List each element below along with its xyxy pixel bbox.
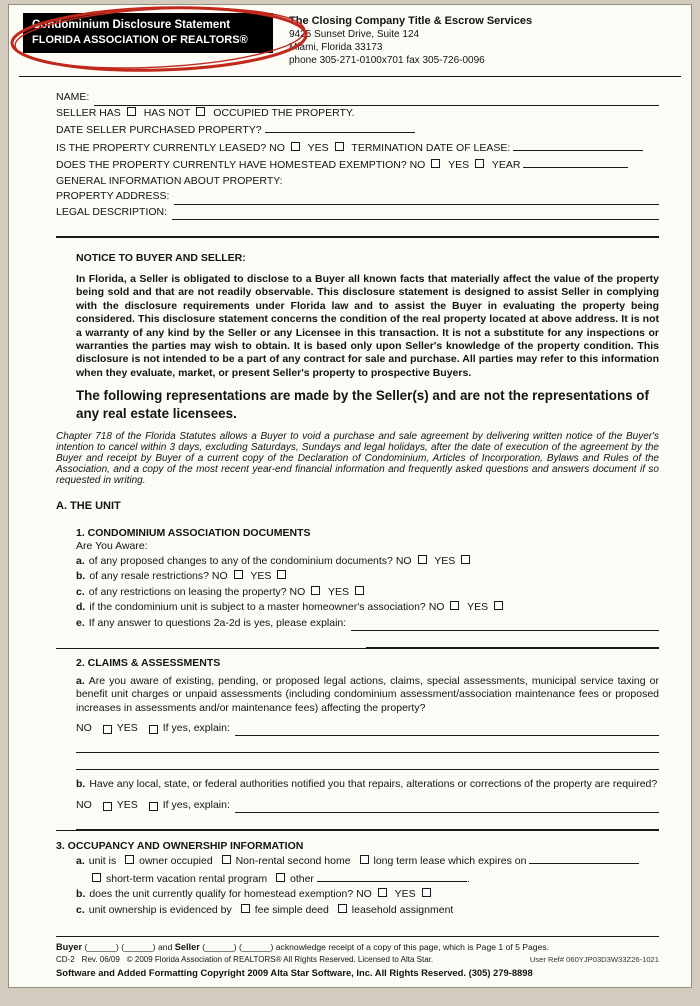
q3-b-no-checkbox[interactable] [378, 888, 387, 897]
has-not-label: HAS NOT [143, 106, 191, 119]
date-purchased-label: DATE SELLER PURCHASED PROPERTY? [56, 124, 262, 136]
q3-long-term-lease-checkbox[interactable] [360, 855, 369, 864]
seller-label: Seller [174, 942, 200, 953]
form-meta-line [56, 954, 659, 965]
q3-heading: 3. OCCUPANCY AND OWNERSHIP INFORMATION [56, 840, 304, 853]
leased-yes-checkbox[interactable] [335, 142, 344, 151]
software-copyright-line: Software and Added Formatting Copyright 2009 Alta Star Software, Inc. All Rights Reserved. (305) 279-8898 [56, 967, 533, 979]
company-name: The Closing Company Title & Escrow Services [289, 15, 533, 27]
q1-item-c-text: of any restrictions on leasing the property? [88, 585, 287, 598]
q3-leasehold-checkbox[interactable] [338, 904, 347, 913]
q1-item-a-yes-label: YES [434, 554, 456, 567]
q1-explain-blank-2[interactable] [366, 631, 659, 648]
q1-item-b-no-label: NO [211, 570, 228, 583]
q1-item-d-yes-checkbox[interactable] [494, 601, 503, 610]
q1-item-d-no-label: NO [428, 601, 445, 614]
year-label: YEAR [491, 159, 521, 171]
q1-item-a-letter: a. [76, 554, 85, 567]
q3-owner-occupied-label: owner occupied [139, 855, 213, 868]
q2-a-no-checkbox[interactable] [103, 725, 112, 734]
general-info-row [56, 174, 659, 190]
q1-item-c-yes-label: YES [328, 585, 350, 598]
company-phone: phone 305-271-0100x701 fax 305-726-0096 [289, 55, 485, 66]
q2-b-no-label: NO [76, 798, 92, 811]
q1-item-b-no-checkbox[interactable] [234, 570, 243, 579]
q2-b-letter: b. [76, 778, 86, 791]
q3-b-text: does the unit currently qualify for homestead exemption? [89, 888, 354, 901]
q1-item-b [76, 569, 659, 585]
q3-b-no-label: NO [356, 888, 372, 901]
company-address-line1: 9425 Sunset Drive, Suite 124 [289, 29, 420, 40]
q2-b-paragraph [76, 778, 659, 791]
date-purchased-blank[interactable] [265, 121, 415, 133]
name-label: NAME: [56, 91, 90, 103]
q3-c-text: unit ownership is evidenced by [88, 903, 232, 916]
q1-explain-blank[interactable] [351, 619, 659, 631]
q2-b-text: Have any local, state, or federal authorities notified you that repairs, alterations or corrections of the property are required? [89, 778, 658, 791]
buyer-initial-blanks[interactable]: (______) (______) [84, 942, 156, 953]
document-page [8, 4, 692, 988]
representations-statement: The following representations are made by the Seller(s) and are not the representations of any real estate licensees. [76, 388, 649, 421]
homestead-row [56, 156, 659, 174]
legal-description-label: LEGAL DESCRIPTION: [56, 205, 168, 218]
form-title-box [23, 13, 273, 53]
property-address-label: PROPERTY ADDRESS: [56, 190, 170, 202]
q1-item-b-text: of any resale restrictions? [89, 570, 209, 583]
q1-item-c [76, 585, 659, 601]
q2-a-paragraph [76, 675, 659, 715]
and-label: and [158, 942, 173, 953]
q1-items [76, 554, 659, 649]
name-blank[interactable] [94, 94, 659, 106]
q3-second-home-checkbox[interactable] [222, 855, 231, 864]
q3-owner-occupied-checkbox[interactable] [125, 855, 134, 864]
chapter-718-paragraph: Chapter 718 of the Florida Statutes allows a Buyer to void a purchase and sale agreement by delivering written notice of the Buyer's intention to cancel within 3 days, excluding Saturdays, Sundays and legal holidays, after the date of execution of the agreement by the Buyer and receipt by Buyer of a current copy of the Declaration of Condominium, Articles of Incorporation, Bylaws and Rules of the Association, and a copy of the most recent year-end financial information and frequently asked questions and answers document if so requested in writing. [56, 431, 659, 486]
homestead-yes-checkbox[interactable] [475, 159, 484, 168]
footer-divider [56, 936, 659, 937]
q3-a-period: . [466, 872, 470, 885]
acknowledgement-text: acknowledge receipt of a copy of this page, which is Page 1 of 5 Pages. [275, 942, 550, 953]
q1-item-d-letter: d. [76, 601, 86, 614]
homestead-no-label: NO [409, 159, 426, 171]
general-info-label: GENERAL INFORMATION ABOUT PROPERTY: [56, 174, 283, 187]
seller-initial-blanks[interactable]: (______) (______) [202, 942, 274, 953]
company-block [289, 13, 532, 67]
q1-item-a-yes-checkbox[interactable] [461, 555, 470, 564]
q1-item-d-yes-label: YES [467, 601, 489, 614]
q1-item-e-text: If any answer to questions 2a-2d is yes, please explain: [88, 616, 347, 629]
q3-long-term-lease-label: long term lease which expires on [373, 855, 527, 868]
q1-item-c-no-checkbox[interactable] [311, 586, 320, 595]
q2-b-explain-blank[interactable] [235, 801, 659, 813]
q3-lease-expires-blank[interactable] [529, 852, 639, 864]
q1-item-c-yes-checkbox[interactable] [355, 586, 364, 595]
section-a-heading: A. THE UNIT [56, 499, 121, 512]
q2-b-ifyes-label: If yes, explain: [162, 798, 230, 811]
occupied-label: OCCUPIED THE PROPERTY. [213, 106, 355, 119]
date-purchased-row [56, 121, 659, 139]
q1-item-e [76, 616, 659, 632]
q1-item-c-no-label: NO [289, 585, 306, 598]
header [23, 13, 681, 67]
form-subtitle: FLORIDA ASSOCIATION OF REALTORS® [32, 34, 248, 46]
q1-item-a-no-checkbox[interactable] [418, 555, 427, 564]
q2-a-letter: a. [76, 675, 85, 688]
q3-b-yes-checkbox[interactable] [422, 888, 431, 897]
q2-a-answer-row [76, 721, 659, 737]
legal-description-blank[interactable] [172, 208, 659, 220]
q1-item-d-no-checkbox[interactable] [450, 601, 459, 610]
property-address-blank[interactable] [174, 193, 659, 205]
has-not-checkbox[interactable] [196, 107, 205, 116]
q2-b-explain-blank-2[interactable] [76, 813, 659, 830]
homestead-yes-label: YES [448, 159, 470, 171]
legal-description-row [56, 205, 659, 221]
q3-second-home-label: Non-rental second home [235, 855, 351, 868]
q2-a-no-label: NO [76, 721, 92, 734]
q1-item-b-yes-label: YES [250, 570, 272, 583]
legal-description-blank-2[interactable] [56, 220, 659, 237]
q1-item-d [76, 600, 659, 616]
q1-heading: 1. CONDOMINIUM ASSOCIATION DOCUMENTS [76, 526, 311, 539]
q3-b-letter: b. [76, 888, 86, 901]
leased-label: IS THE PROPERTY CURRENTLY LEASED? [56, 141, 267, 154]
user-ref: User Ref# 060YJP03D3W33Z26-1021 [529, 955, 659, 965]
q3-a-row-2 [92, 870, 659, 888]
q3-a-unit-is: unit is [88, 855, 117, 868]
property-info-fields [56, 90, 659, 237]
form-title-block [23, 13, 273, 53]
q3-b-yes-label: YES [394, 888, 416, 901]
q2-b-yes-checkbox[interactable] [149, 802, 158, 811]
q3-other-blank[interactable] [317, 870, 467, 882]
q3-a-row [76, 852, 659, 870]
termination-label: TERMINATION DATE OF LEASE: [351, 141, 511, 154]
buyer-label: Buyer [56, 942, 83, 953]
q2-a-ifyes-label: If yes, explain: [162, 721, 230, 734]
property-address-row [56, 189, 659, 205]
q1-intro: Are You Aware: [76, 539, 148, 552]
leased-no-label: NO [269, 141, 285, 154]
header-divider [19, 76, 681, 77]
q1-item-a-text: of any proposed changes to any of the condominium documents? [88, 554, 393, 567]
q1-item-b-yes-checkbox[interactable] [277, 570, 286, 579]
q1-item-a [76, 554, 659, 570]
section-divider-2 [56, 648, 659, 649]
notice-heading: NOTICE TO BUYER AND SELLER: [76, 252, 246, 264]
form-title: Condominium Disclosure Statement [32, 19, 231, 31]
homestead-no-checkbox[interactable] [431, 159, 440, 168]
acknowledgement-line [56, 941, 659, 954]
q1-item-a-no-label: NO [395, 554, 412, 567]
year-blank[interactable] [523, 156, 628, 168]
q3-b-row [76, 887, 659, 903]
footer [56, 936, 659, 979]
occupancy-row [56, 106, 659, 122]
q2-a-explain-blank-2[interactable] [76, 736, 659, 753]
q2-heading: 2. CLAIMS & ASSESSMENTS [76, 657, 221, 670]
q3-fee-simple-checkbox[interactable] [241, 904, 250, 913]
q2-b-no-checkbox[interactable] [103, 802, 112, 811]
q2-a-yes-checkbox[interactable] [149, 725, 158, 734]
q1-item-e-letter: e. [76, 616, 85, 629]
form-code: CD-2 [56, 955, 75, 965]
q3-a-letter: a. [76, 855, 85, 868]
leased-row [56, 139, 659, 157]
termination-blank[interactable] [513, 139, 643, 151]
form-revision: Rev. 06/09 [81, 955, 120, 965]
seller-has-checkbox[interactable] [127, 107, 136, 116]
company-address-line2: Miami, Florida 33173 [289, 42, 383, 53]
q1-item-c-letter: c. [76, 585, 85, 598]
q2-b-answer-row [76, 798, 659, 814]
q2-a-text: Are you aware of existing, pending, or proposed legal actions, claims, special assessments, municipal service taxing or benefit unit charges or unpaid assessments (including condominium assessment/association maintenance fees or proposed increases in assessments and/or maintenance fees) affecting the property? [76, 675, 659, 714]
section-divider-3 [56, 830, 659, 831]
q3-other-checkbox[interactable] [276, 873, 285, 882]
q2-a-yes-label: YES [116, 721, 138, 734]
copyright-text: © 2009 Florida Association of REALTORS® All Rights Reserved. Licensed to Alta Star. [126, 955, 434, 965]
q1-item-b-letter: b. [76, 570, 86, 583]
name-row [56, 90, 659, 106]
q2-a-explain-blank-3[interactable] [76, 753, 659, 770]
q3-vacation-rental-label: short-term vacation rental program [106, 872, 268, 885]
q2-b-yes-label: YES [116, 798, 138, 811]
q3-c-letter: c. [76, 903, 85, 916]
leased-yes-label: YES [307, 141, 329, 154]
notice-body: In Florida, a Seller is obligated to disclose to a Buyer all known facts that materially affect the value of the property being sold and that are not readily observable. This disclosure statement is designed to assist Seller in complying with the disclosure requirements under Florida law and to assist the Buyer in evaluating the property being considered. This disclosure statement concerns the condition of the real property located at above address. It is not a warranty of any kind by the Seller or any Licensee in this transaction. It is not a substitute for any inspections or warranties the parties may wish to obtain. It is based only upon Seller's knowledge of the property condition. This disclosure is not intended to be a part of any contract for sale and purchase. All parties may refer to this information when they evaluate, market, or present Seller's property to prospective Buyers. [76, 273, 659, 379]
leased-no-checkbox[interactable] [291, 142, 300, 151]
q3-fee-simple-label: fee simple deed [254, 903, 329, 916]
homestead-label: DOES THE PROPERTY CURRENTLY HAVE HOMESTEAD EXEMPTION? [56, 159, 407, 171]
q3-leasehold-label: leasehold assignment [351, 903, 454, 916]
section-divider [56, 237, 659, 238]
q3-vacation-rental-checkbox[interactable] [92, 873, 101, 882]
q1-item-d-text: if the condominium unit is subject to a master homeowner's association? [89, 601, 426, 614]
q3-c-row [76, 903, 659, 919]
q3-other-label: other [290, 872, 314, 885]
seller-has-label: SELLER HAS [56, 106, 121, 119]
q2-a-explain-blank[interactable] [235, 724, 659, 736]
